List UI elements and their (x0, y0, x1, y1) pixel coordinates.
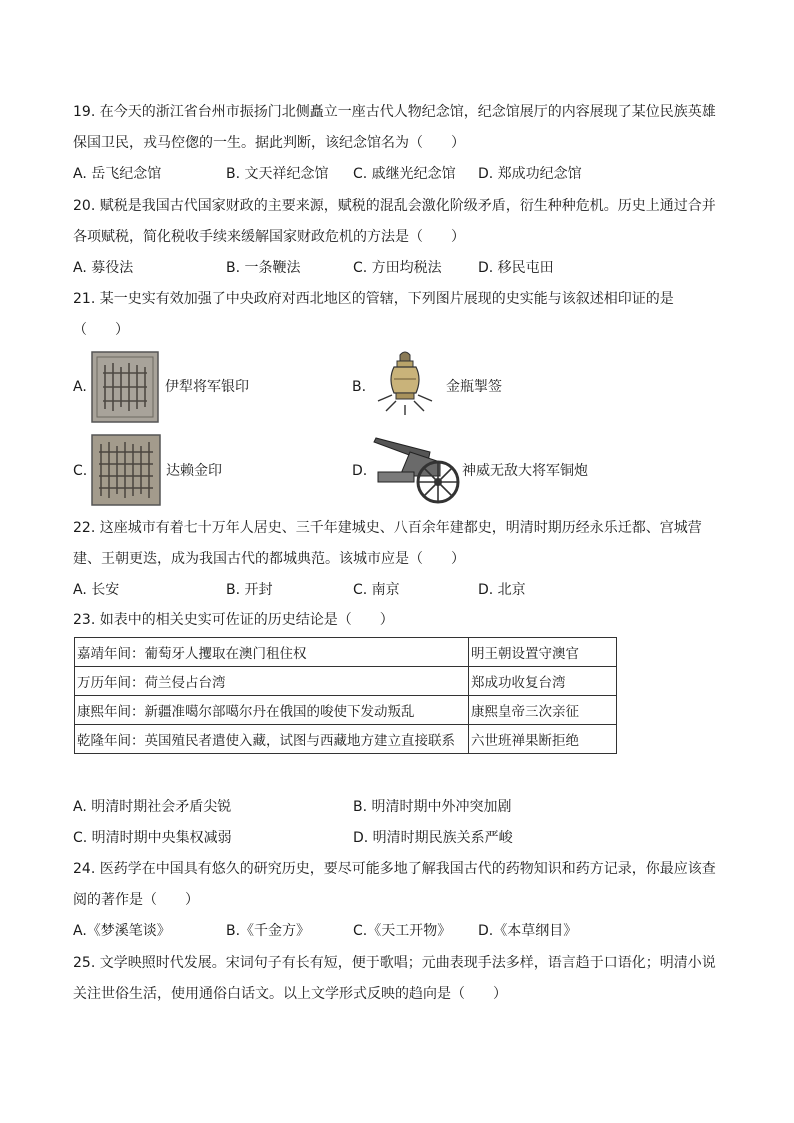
question-25-text-line-2: 关注世俗生活，使用通俗白话文。以上文学形式反映的趋向是（ ） (73, 986, 507, 1002)
question-21-text-line-1: 21. 某一史实有效加强了中央政府对西北地区的管辖，下列图片展现的史实能与该叙述相印证的是 (73, 291, 674, 307)
question-22-option-a: A. 长安 (73, 582, 120, 598)
question-21-option-a-letter: A. (73, 379, 87, 395)
question-21-option-b-label: 金瓶掣签 (446, 379, 502, 395)
question-24-option-a: A.《梦溪笔谈》 (73, 923, 171, 939)
question-20-option-d: D. 移民屯田 (478, 260, 554, 276)
question-22-text-line-2: 建、王朝更迭，成为我国古代的都城典范。该城市应是（ ） (73, 551, 465, 567)
question-19-option-b: B. 文天祥纪念馆 (226, 166, 329, 182)
question-21-option-b-letter: B. (352, 379, 367, 395)
question-19-option-d: D. 郑成功纪念馆 (478, 166, 582, 182)
question-23-option-b: B. 明清时期中外冲突加剧 (353, 799, 512, 815)
table-cell: 万历年间：荷兰侵占台湾 (75, 667, 469, 696)
question-21-option-c-letter: C. (73, 463, 88, 479)
question-21-option-c-label: 达赖金印 (166, 463, 222, 479)
question-19-option-a: A. 岳飞纪念馆 (73, 166, 162, 182)
question-20-text-line-2: 各项赋税，简化税收手续来缓解国家财政危机的方法是（ ） (73, 229, 465, 245)
table-cell: 嘉靖年间：葡萄牙人攫取在澳门租住权 (75, 638, 469, 667)
question-20-option-a: A. 募役法 (73, 260, 134, 276)
table-cell: 明王朝设置守澳官 (469, 638, 617, 667)
question-21-option-d-label: 神威无敌大将军铜炮 (462, 463, 588, 479)
table-cell: 六世班禅果断拒绝 (469, 725, 617, 754)
question-22-option-b: B. 开封 (226, 582, 273, 598)
question-20-text-line-1: 20. 赋税是我国古代国家财政的主要来源，赋税的混乱会激化阶级矛盾，衍生种种危机。历史上通过合并 (73, 198, 716, 214)
question-24-option-d: D.《本草纲目》 (478, 923, 578, 939)
question-25-text-line-1: 25. 文学映照时代发展。宋词句子有长有短，便于歌唱；元曲表现手法多样，语言趋于口语化；明清小说 (73, 955, 716, 971)
seal-icon (91, 434, 161, 506)
golden-urn-icon (370, 349, 440, 417)
question-21-option-a-label: 伊犁将军银印 (165, 379, 249, 395)
question-19-text-line-2: 保国卫民，戎马倥偬的一生。据此判断，该纪念馆名为（ ） (73, 135, 465, 151)
question-23-option-c: C. 明清时期中央集权减弱 (73, 830, 232, 846)
question-24-option-c: C.《天工开物》 (353, 923, 452, 939)
table-cell: 郑成功收复台湾 (469, 667, 617, 696)
question-20-option-c: C. 方田均税法 (353, 260, 442, 276)
question-24-text-line-1: 24. 医药学在中国具有悠久的研究历史，要尽可能多地了解我国古代的药物知识和药方记录，你最应该查 (73, 861, 716, 877)
seal-icon (91, 351, 159, 423)
table-row (75, 667, 617, 696)
table-cell: 康熙年间：新疆准噶尔部噶尔丹在俄国的唆使下发动叛乱 (75, 696, 469, 725)
question-23-option-d: D. 明清时期民族关系严峻 (353, 830, 513, 846)
question-22-option-d: D. 北京 (478, 582, 526, 598)
question-19-text-line-1: 19. 在今天的浙江省台州市振扬门北侧矗立一座古代人物纪念馆，纪念馆展厅的内容展现了某位民族英雄 (73, 104, 716, 120)
question-21-text-line-2: （ ） (73, 322, 129, 338)
question-24-text-line-2: 阅的著作是（ ） (73, 892, 199, 908)
history-table (74, 637, 617, 754)
question-23-text-line-1: 23. 如表中的相关史实可佐证的历史结论是（ ） (73, 612, 394, 628)
question-22-option-c: C. 南京 (353, 582, 400, 598)
cannon-icon (370, 432, 460, 504)
table-row (75, 725, 617, 754)
table-cell: 乾隆年间：英国殖民者遣使入藏，试图与西藏地方建立直接联系 (75, 725, 469, 754)
question-21-option-d-letter: D. (352, 463, 368, 479)
table-row (75, 638, 617, 667)
question-23-option-a: A. 明清时期社会矛盾尖锐 (73, 799, 232, 815)
question-19-option-c: C. 戚继光纪念馆 (353, 166, 456, 182)
table-cell: 康熙皇帝三次亲征 (469, 696, 617, 725)
question-20-option-b: B. 一条鞭法 (226, 260, 301, 276)
question-22-text-line-1: 22. 这座城市有着七十万年人居史、三千年建城史、八百余年建都史，明清时期历经永乐迁都、宫城营 (73, 520, 702, 536)
table-row (75, 696, 617, 725)
question-24-option-b: B.《千金方》 (226, 923, 311, 939)
